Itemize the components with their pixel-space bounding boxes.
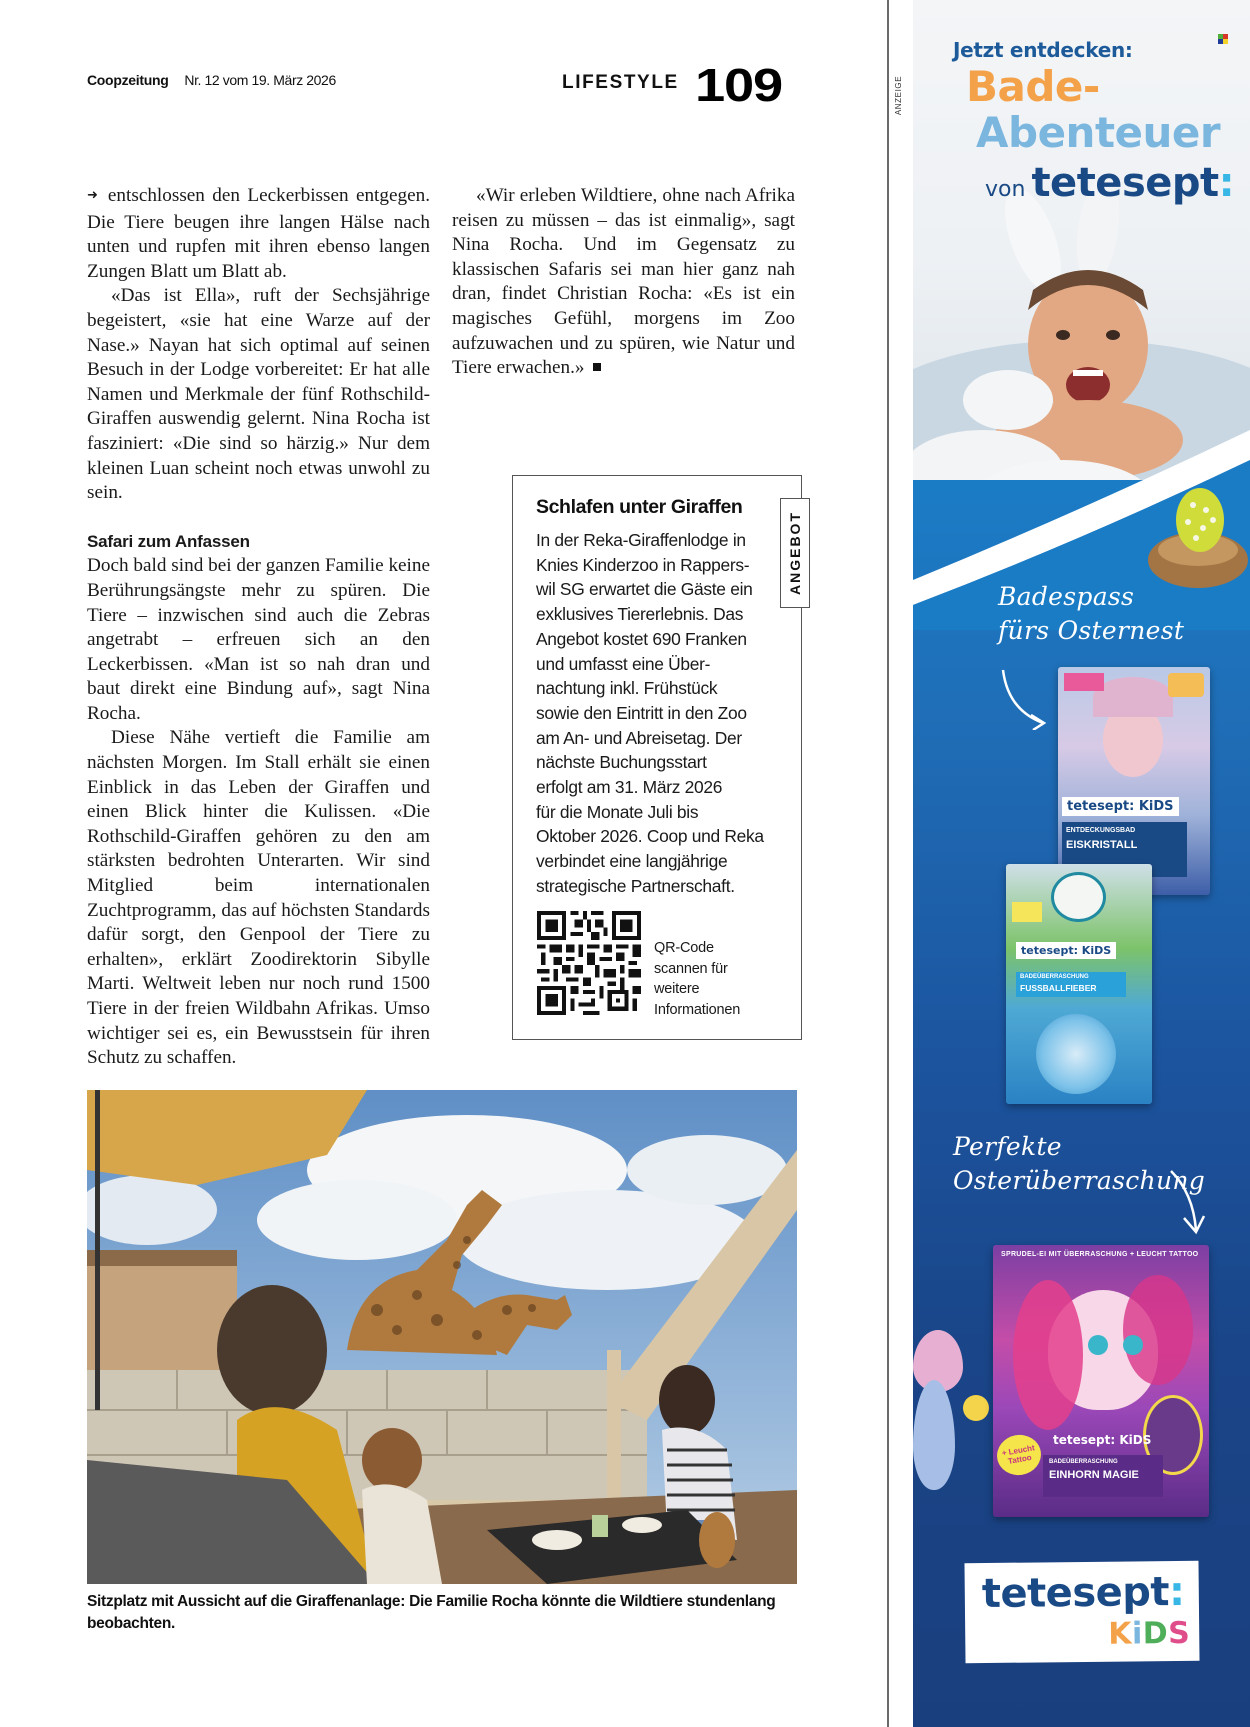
bath-bomb bbox=[1036, 1014, 1116, 1094]
paragraph: «Wir erleben Wildtiere, ohne nach Afrika reisen zu müssen – das ist einmalig», sagt Nina Rocha. Und im Gegensatz zu klassischen Safaris sei man hier ganz nah dran, findet Christian Rocha: «Es ist ein magisches Gefühl, morgens im Zoo aufzuwachen und zu spüren, wie Natur und Tiere erwachen.» bbox=[452, 185, 795, 379]
tetesept-kids-logo: tetesept: KiDS bbox=[964, 1561, 1199, 1663]
continuation-arrow-icon: ➜ bbox=[87, 188, 98, 203]
page-number: 109 bbox=[695, 59, 783, 111]
ad-headline-brand: von tetesept: bbox=[985, 160, 1235, 206]
arrow-down-icon bbox=[1168, 1168, 1208, 1236]
product-eiskristall[interactable]: tetesept: KiDS ENTDECKUNGSBAD EISKRISTALL bbox=[1058, 667, 1210, 895]
masthead bbox=[87, 72, 336, 88]
end-of-article-icon bbox=[593, 363, 601, 371]
publication-name: Coopzeitung bbox=[87, 72, 169, 88]
product-einhorn-magie[interactable]: SPRUDEL-EI MIT ÜBERRASCHUNG + LEUCHT TATTOO + Leucht Tattoo tetesept: KiDS BADEÜBERRASCHUNG EINHORN MAGIE bbox=[993, 1245, 1209, 1517]
flower bbox=[963, 1395, 989, 1421]
advertisement[interactable] bbox=[913, 0, 1250, 1727]
column-divider bbox=[887, 0, 889, 1727]
issue-info: Nr. 12 vom 19. März 2026 bbox=[184, 72, 336, 88]
ad-headline-intro: Jetzt entdecken: bbox=[953, 38, 1133, 62]
offer-title: Schlafen unter Giraffen bbox=[536, 496, 743, 518]
article-subheading: Safari zum Anfassen bbox=[87, 531, 250, 551]
article-column-1 bbox=[87, 184, 430, 1071]
photo-caption: Sitzplatz mit Aussicht auf die Giraffenanlage: Die Familie Rocha könnte die Wildtiere stundenlang beobachten. bbox=[87, 1593, 776, 1632]
product-brand: tetesept: KiDS bbox=[1016, 942, 1116, 959]
offer-tag: ANGEBOT bbox=[780, 498, 810, 608]
brand-logo-icon bbox=[1218, 34, 1228, 44]
product-brand: tetesept: KiDS bbox=[1053, 1433, 1152, 1447]
offer-text: In der Reka-Giraffenlodge in Knies Kinderzoo in Rappers- wil SG erwartet die Gäste ein exklusives Tiererlebnis. Das Angebot kostet 690 Franken und umfasst eine Über- nachtung inkl. Frühstück sowie den Eintritt in den Zoo am An- und Abreisetag. Der nächste Buchungsstart erfolgt am 31. März 2026 für die Monate Juli bis Oktober 2026. Coop und Reka verbindet eine langjährige strategische Partnerschaft. bbox=[536, 530, 764, 896]
ad-headline-line1: Bade- bbox=[966, 62, 1100, 111]
qr-code-icon[interactable] bbox=[537, 911, 641, 1015]
product-sticker: + Leucht Tattoo bbox=[994, 1431, 1044, 1478]
paragraph: Diese Nähe vertieft die Familie am nächsten Morgen. Im Stall erhält sie einen Einblick in das Leben der Giraffen und einen Blick hinter die Kulissen. «Die Rothschild-Giraffen gehören zu den am stärksten bedrohten Unterarten. Wir sind Mitglied beim internationalen Zuchtprogramm, das auf höchsten Standards dafür sorgt, den Genpool der Tiere zu erhalten», erklärt Zoodirektorin Sibylle Marti. Weltweit leben nur noch rund 1500 Tiere in der freien Wildbahn Afrikas. Umso wichtiger sei es, ein Bewusstsein für ihren Schutz zu schaffen. bbox=[87, 727, 430, 1069]
ad-headline-line2: Abenteuer bbox=[976, 108, 1221, 157]
product-name: EINHORN MAGIE bbox=[1049, 1469, 1139, 1481]
section-title: LIFESTYLE bbox=[562, 72, 679, 93]
paragraph: ➜ entschlossen den Leckerbissen entgegen. Die Tiere beugen ihre langen Hälse nach unten und rupfen mit ihren ebenso langen Zungen Blatt um Blatt ab. bbox=[87, 185, 430, 282]
article-photo bbox=[87, 1090, 797, 1584]
product-fussballfieber[interactable]: tetesept: KiDS BADEÜBERRASCHUNG FUSSBALLFIEBER bbox=[1006, 864, 1152, 1104]
ad-tagline-surprise: Perfekte Osterüberraschung bbox=[953, 1132, 1206, 1195]
advertisement-label: ANZEIGE bbox=[894, 75, 904, 115]
giraffe-enclosure-photo bbox=[87, 1090, 797, 1584]
paragraph: Doch bald sind bei der ganzen Familie keine Berührungsängste mehr zu spüren. Die Tiere – inzwischen sind auch die Zebras angetrabt – erfreuen sich an den Leckerbissen. «Man ist so nah dran und baut direkt eine Bindung auf», sagt Nina Rocha. bbox=[87, 555, 430, 724]
paragraph: «Das ist Ella», ruft der Sechsjährige begeistert, «sie hat eine Warze auf der Nase.» Nayan hat sich optimal auf seinen Besuch in der Lodge vorbereitet: Er hat alle Namen und Merkmale der fünf Rothschild-Giraffen auswendig gelernt. Nina Rocha ist fasziniert: «Die sind so härzig.» Nur dem kleinen Luan scheint noch etwas unwohl zu sein. bbox=[87, 285, 430, 504]
qr-code-label: QR-Code scannen für weitere Informationen bbox=[654, 940, 741, 1018]
product-banner: SPRUDEL-EI MIT ÜBERRASCHUNG + LEUCHT TATTOO bbox=[1001, 1251, 1199, 1258]
football-illustration bbox=[1051, 872, 1106, 922]
arrow-curved-icon bbox=[998, 665, 1058, 730]
ad-tagline-easter-nest: Badespass fürs Osternest bbox=[998, 582, 1185, 645]
product-name: EISKRISTALL bbox=[1066, 839, 1138, 851]
article-column-2 bbox=[452, 184, 795, 381]
product-name: FUSSBALLFIEBER bbox=[1020, 983, 1097, 993]
product-brand: tetesept: KiDS bbox=[1062, 797, 1179, 816]
